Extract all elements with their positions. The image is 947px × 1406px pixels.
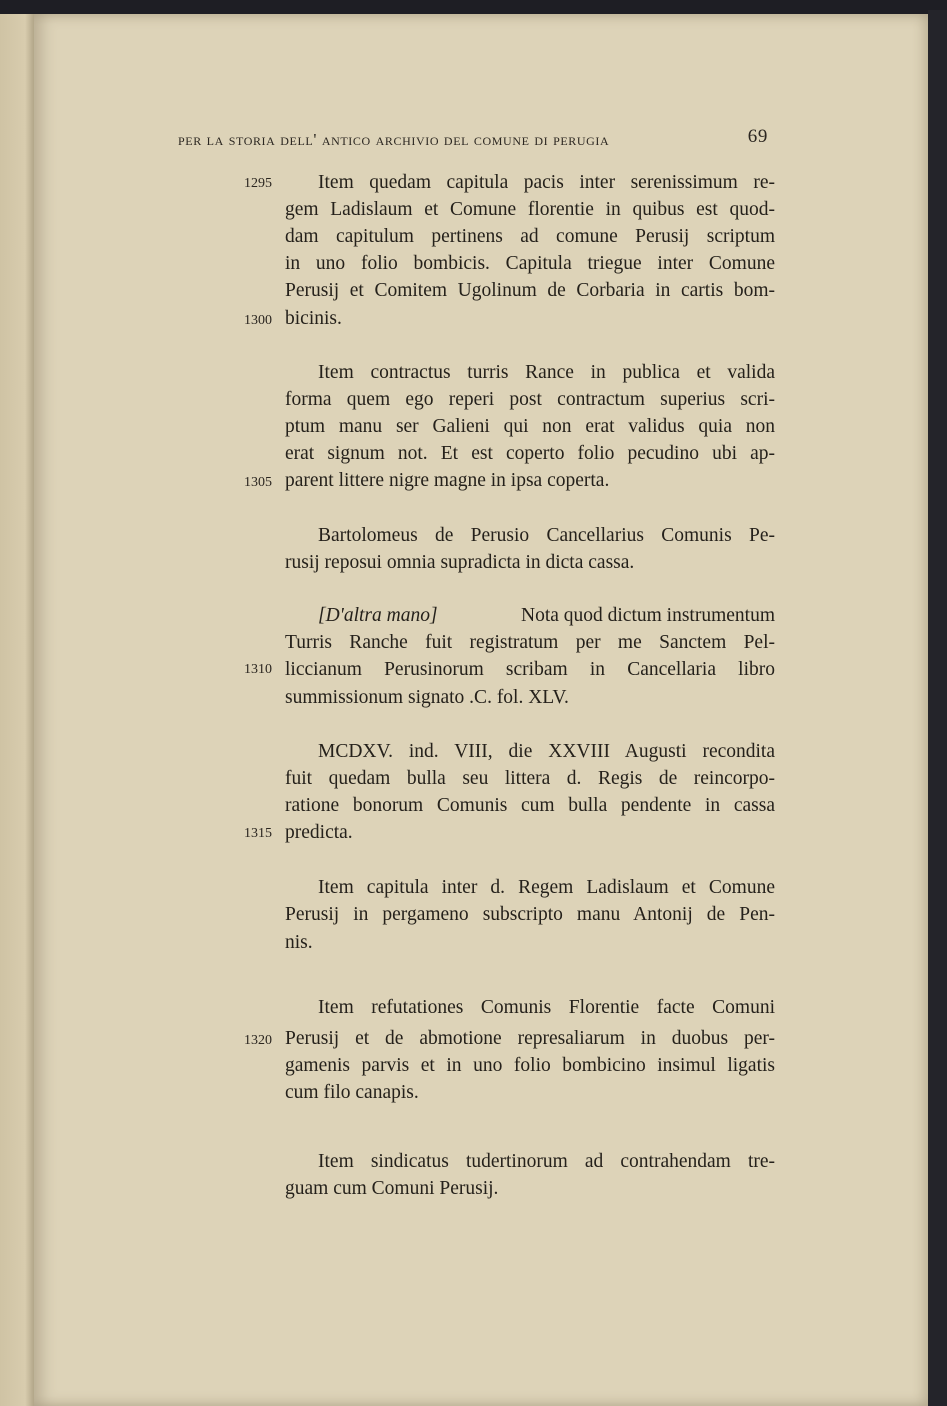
text-line: guam cum Comuni Perusij. (285, 1178, 499, 1199)
text-line: in uno folio bombicis. Capitula triegue inter Comune (285, 253, 775, 274)
text-line: ptum manu ser Galieni qui non erat validus quia non (285, 416, 775, 437)
text-line: Item quedam capitula pacis inter serenissimum re- (318, 172, 775, 193)
text-line: fuit quedam bulla seu littera d. Regis de reincorpo- (285, 768, 775, 789)
text-line: MCDXV. ind. VIII, die XXVIII Augusti recondita (318, 741, 775, 762)
text-line: gamenis parvis et in uno folio bombicino insimul ligatis (285, 1055, 775, 1076)
text-line: nis. (285, 932, 313, 953)
text-line (318, 602, 775, 630)
line-number: 1295 (244, 176, 272, 191)
text-line: cum filo canapis. (285, 1082, 419, 1103)
scan-margin (928, 10, 947, 1406)
text-line: dam capitulum pertinens ad comune Perusij scriptum (285, 226, 775, 247)
line-number: 1320 (244, 1033, 272, 1048)
text-line: Perusij et Comitem Ugolinum de Corbaria in cartis bom- (285, 280, 775, 301)
line-number: 1310 (244, 662, 272, 677)
text-segment: Nota quod dictum instrumentum (520, 605, 775, 626)
text-line: liccianum Perusinorum scribam in Cancellaria libro (285, 659, 775, 680)
text-line: Item refutationes Comunis Florentie facte Comuni (318, 997, 775, 1018)
facing-page-edge (0, 14, 36, 1406)
text-line: Item contractus turris Rance in publica et valida (318, 362, 775, 383)
text-line: rusij reposui omnia supradicta in dicta cassa. (285, 552, 635, 573)
text-line: predicta. (285, 822, 353, 843)
text-line: bicinis. (285, 308, 342, 329)
text-line: Perusij et de abmotione represaliarum in duobus per- (285, 1028, 775, 1049)
text-line: Item capitula inter d. Regem Ladislaum et Comune (318, 877, 775, 898)
running-title: per la storia dell' antico archivio del comune di perugia (178, 130, 610, 149)
text-line: forma quem ego reperi post contractum superius scri- (285, 389, 775, 410)
line-number: 1305 (244, 475, 272, 490)
text-line: erat signum not. Et est coperto folio pecudino ubi ap- (285, 443, 775, 464)
text-line: Perusij in pergameno subscripto manu Antonij de Pen- (285, 904, 775, 925)
text-line: Bartolomeus de Perusio Cancellarius Comunis Pe- (318, 525, 775, 546)
text-line: Item sindicatus tudertinorum ad contrahendam tre- (318, 1151, 775, 1172)
text-line: Turris Ranche fuit registratum per me Sanctem Pel- (285, 632, 775, 653)
text-line: parent littere nigre magne in ipsa coperta. (285, 470, 610, 491)
line-number: 1300 (244, 313, 272, 328)
text-line: ratione bonorum Comunis cum bulla pendente in cassa (285, 795, 775, 816)
running-header (178, 126, 768, 150)
editorial-note: [D'altra mano] (318, 605, 438, 626)
text-line: summissionum signato .C. fol. XLV. (285, 687, 569, 708)
line-number: 1315 (244, 826, 272, 841)
text-line: gem Ladislaum et Comune florentie in quibus est quod- (285, 199, 775, 220)
page-number: 69 (747, 126, 768, 147)
